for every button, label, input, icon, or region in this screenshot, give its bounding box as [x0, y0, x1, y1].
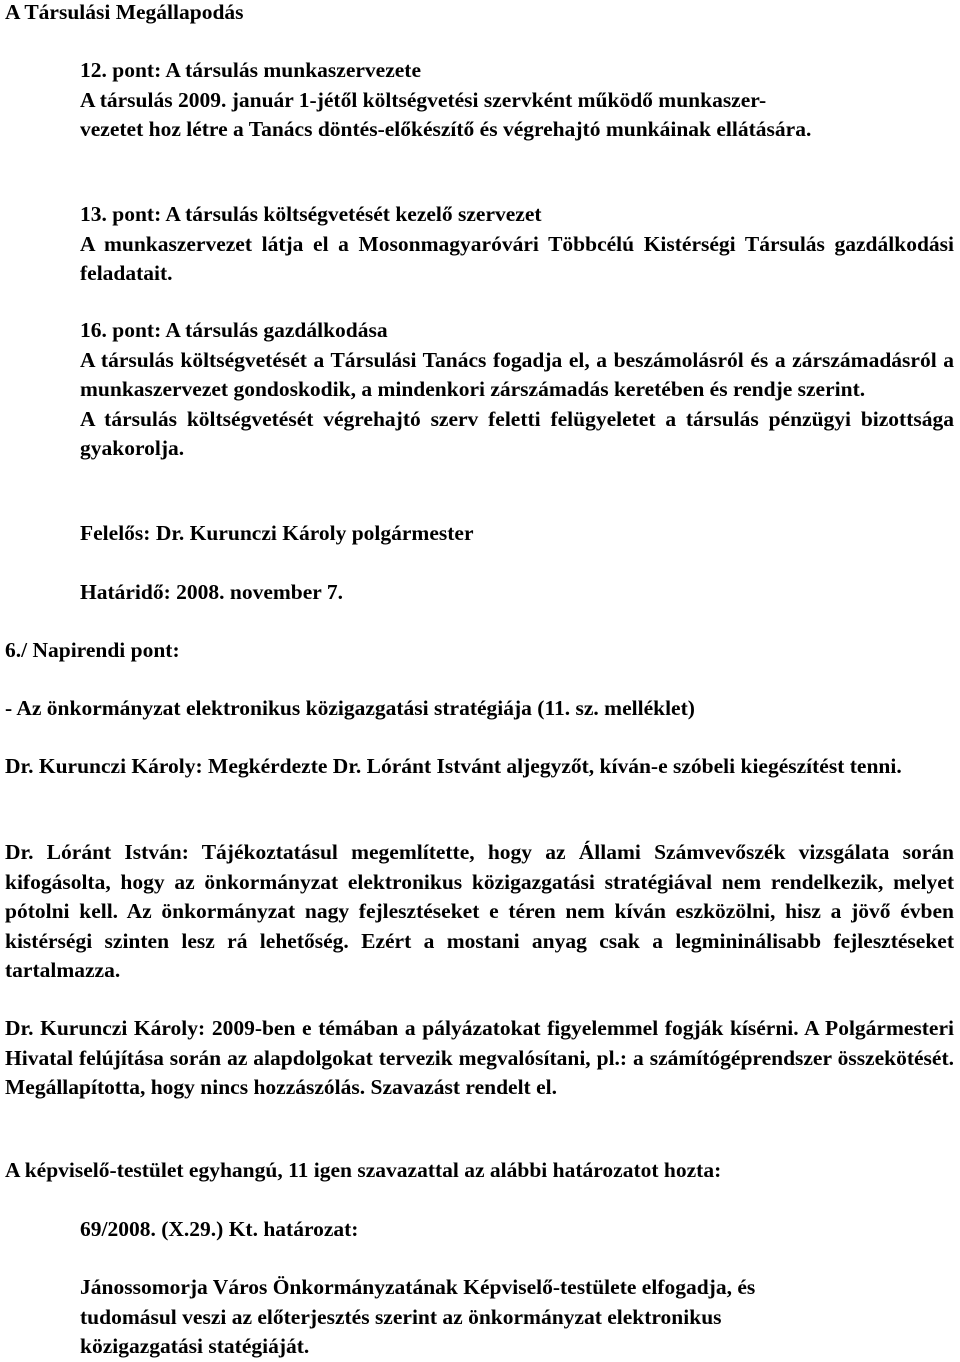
kurunczi-question-paragraph: Dr. Kurunczi Károly: Megkérdezte Dr. Lóránt Istvánt aljegyzőt, kíván-e szóbeli kiegészítést tenni.	[5, 754, 902, 778]
section-12-text-line-1: A társulás 2009. január 1-jétől költségvetési szervként működő munkaszer-	[80, 87, 767, 112]
resolution-text-line-2: tudomásul veszi az előterjesztés szerint az önkormányzat elektronikus	[80, 1304, 722, 1329]
lorant-paragraph: Dr. Lóránt István: Tájékoztatásul megemlítette, hogy az Állami Számvevőszék vizsgálata során kifogásolta, hogy az önkormányzat elektronikus közigazgatási stratégiával nem rendelkezik, melyet pótolni kell. Az önkormányzat nagy fejlesztéseket e téren nem kíván eszközölni, hisz a jövő évben kistérségi szinten lesz rá lehetőség. Ezért a mostani anyag csak a legmininálisabb fejlesztéseket tartalmazza.	[5, 840, 954, 982]
kurunczi-answer-paragraph: Dr. Kurunczi Károly: 2009-ben e témában a pályázatokat figyelemmel fogják kísérni. A Polgármesteri Hivatal felújítása során az alapdolgokat tervezik megvalósítani, pl.: a számítógéprendszer összekötését. Megállapította, hogy nincs hozzászólás. Szavazást rendelt el.	[5, 1016, 954, 1099]
section-12	[80, 56, 954, 145]
section-12-heading: 12. pont: A társulás munkaszervezete	[80, 58, 421, 82]
section-16	[80, 316, 954, 464]
agenda-heading: 6./ Napirendi pont:	[5, 638, 180, 662]
deadline: Határidő: 2008. november 7.	[80, 580, 343, 604]
section-13-text: A munkaszervezet látja el a Mosonmagyaróvári Többcélú Kistérségi Társulás gazdálkodási feladatait.	[80, 231, 954, 285]
resolution-text-line-1: Jánossomorja Város Önkormányzatának Képviselő-testülete elfogadja, és	[80, 1275, 756, 1299]
agenda-item: - Az önkormányzat elektronikus közigazgatási stratégiája (11. sz. melléklet)	[5, 696, 695, 720]
resolution-number: 69/2008. (X.29.) Kt. határozat:	[80, 1217, 359, 1241]
section-12-text-line-2: vezetet hoz létre a Tanács döntés-előkészítő és végrehajtó munkáinak ellátására.	[80, 117, 812, 141]
section-16-paragraph-2: A társulás költségvetését végrehajtó szerv feletti felügyeletet a társulás pénzügyi bizottsága gyakorolja.	[80, 406, 954, 460]
resolution-text	[80, 1273, 954, 1362]
section-13-heading: 13. pont: A társulás költségvetését kezelő szervezet	[80, 202, 542, 226]
document-title: A Társulási Megállapodás	[5, 0, 244, 24]
section-13	[80, 200, 954, 289]
vote-statement: A képviselő-testület egyhangú, 11 igen szavazattal az alábbi határozatot hozta:	[5, 1158, 722, 1182]
responsible-person: Felelős: Dr. Kurunczi Károly polgármester	[80, 521, 474, 545]
resolution-text-line-3: közigazgatási statégiáját.	[80, 1334, 310, 1358]
section-16-paragraph-1: A társulás költségvetését a Társulási Tanács fogadja el, a beszámolásról és a zárszámadásról a munkaszervezet gondoskodik, a mindenkori zárszámadás keretében és rendje szerint.	[80, 347, 954, 401]
section-16-heading: 16. pont: A társulás gazdálkodása	[80, 318, 388, 342]
